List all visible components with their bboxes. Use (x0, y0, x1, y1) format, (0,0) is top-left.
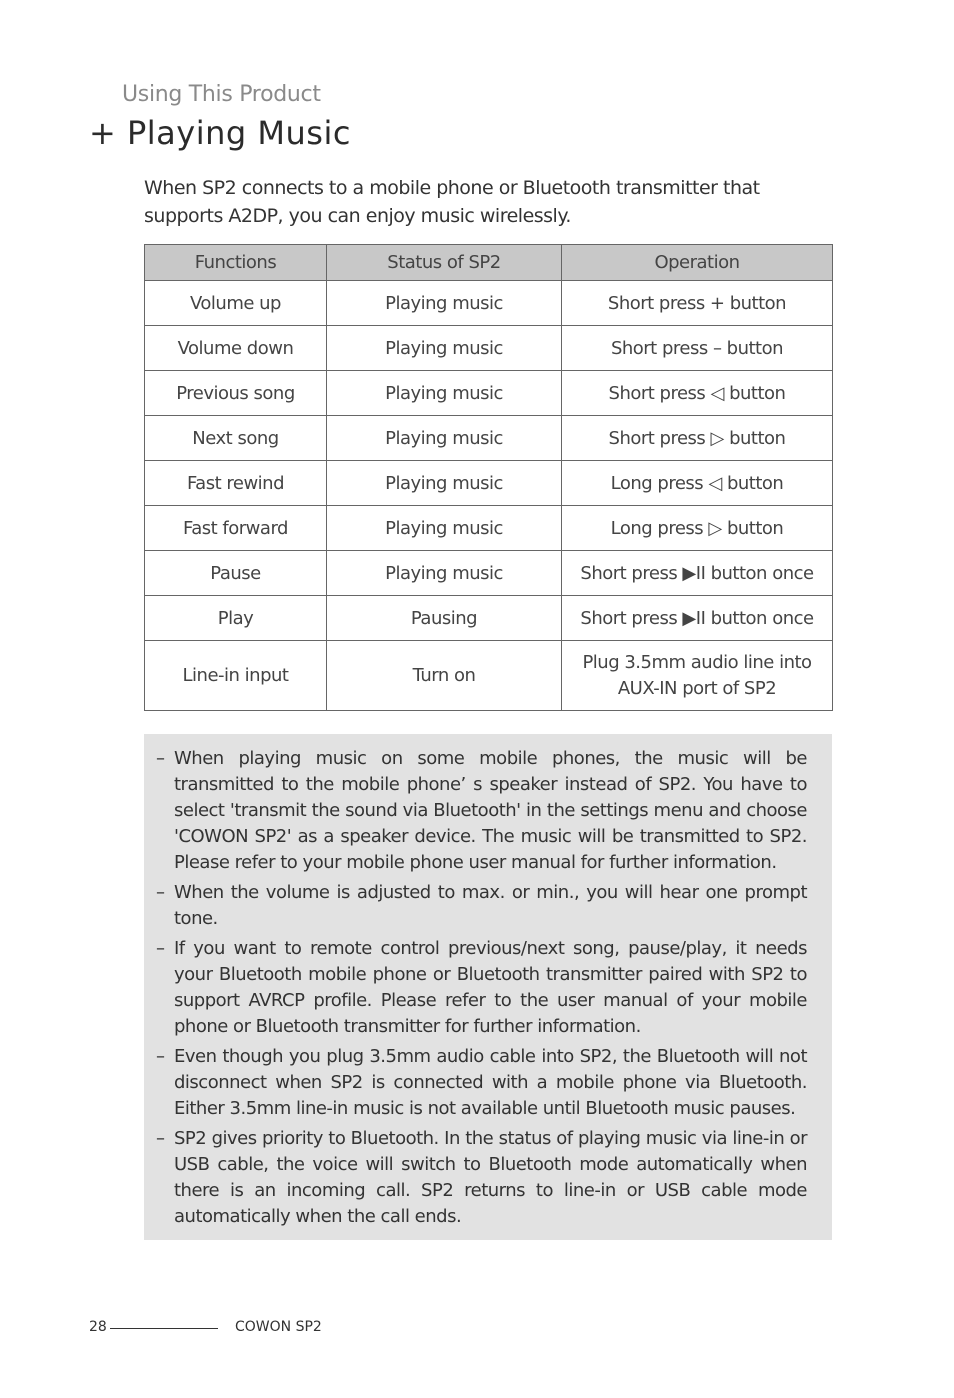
functions-table (144, 244, 833, 711)
header-functions: Functions (145, 245, 327, 281)
cell-operation: Short press ▷ button (562, 416, 833, 461)
section-label: Using This Product (122, 82, 321, 107)
cell-function: Play (145, 596, 327, 641)
table-row (145, 596, 833, 641)
cell-operation: Long press ▷ button (562, 506, 833, 551)
notes-box (144, 734, 832, 1240)
cell-operation: Short press ◁ button (562, 371, 833, 416)
note-text: Even though you plug 3.5mm audio cable into SP2, the Bluetooth will not disconnect when SP2 is connected with a mobile phone via Bluetooth. Either 3.5mm line-in music is not available until Bluetooth music pauses. (174, 1046, 807, 1119)
cell-operation: Long press ◁ button (562, 461, 833, 506)
cell-status: Playing music (327, 326, 562, 371)
footer-divider (110, 1328, 218, 1329)
page-title: + Playing Music (89, 114, 351, 152)
header-operation: Operation (562, 245, 833, 281)
cell-operation: Short press – button (562, 326, 833, 371)
note-text: When the volume is adjusted to max. or min., you will hear one prompt tone. (174, 882, 807, 929)
cell-status: Playing music (327, 371, 562, 416)
note-item (156, 746, 807, 876)
cell-status: Playing music (327, 416, 562, 461)
table-row (145, 326, 833, 371)
intro-paragraph: When SP2 connects to a mobile phone or Bluetooth transmitter that supports A2DP, you can enjoy music wirelessly. (144, 177, 760, 227)
cell-status: Turn on (327, 641, 562, 711)
note-item (156, 1044, 807, 1122)
cell-function: Line-in input (145, 641, 327, 711)
note-dash: – (156, 748, 165, 769)
table-row (145, 506, 833, 551)
note-item (156, 880, 807, 932)
cell-status: Playing music (327, 551, 562, 596)
table-row (145, 416, 833, 461)
cell-function: Pause (145, 551, 327, 596)
note-item (156, 1126, 807, 1230)
table-header-row (145, 245, 833, 281)
note-text: When playing music on some mobile phones, the music will be transmitted to the mobile phone’ s speaker instead of SP2. You have to select 'transmit the sound via Bluetooth' in the settings menu and choose 'COWON SP2' as a speaker device. The music will be transmitted to SP2. Please refer to your mobile phone user manual for further information. (174, 748, 807, 873)
table-row (145, 281, 833, 326)
cell-operation: Plug 3.5mm audio line into AUX-IN port of SP2 (562, 641, 833, 711)
table-row (145, 371, 833, 416)
table-row (145, 641, 833, 711)
cell-function: Next song (145, 416, 327, 461)
header-status: Status of SP2 (327, 245, 562, 281)
cell-function: Fast forward (145, 506, 327, 551)
note-item (156, 936, 807, 1040)
cell-function: Volume down (145, 326, 327, 371)
cell-status: Playing music (327, 461, 562, 506)
cell-status: Pausing (327, 596, 562, 641)
footer-product-name: COWON SP2 (235, 1319, 322, 1335)
cell-function: Fast rewind (145, 461, 327, 506)
table-row (145, 551, 833, 596)
table-row (145, 461, 833, 506)
note-dash: – (156, 1046, 165, 1067)
page-number: 28 (89, 1319, 107, 1335)
note-dash: – (156, 1128, 165, 1149)
cell-operation: Short press + button (562, 281, 833, 326)
cell-status: Playing music (327, 506, 562, 551)
note-text: SP2 gives priority to Bluetooth. In the status of playing music via line-in or USB cable, the voice will switch to Bluetooth mode automatically when there is an incoming call. SP2 returns to line-in or USB cable mode automatically when the call ends. (174, 1128, 807, 1227)
cell-status: Playing music (327, 281, 562, 326)
cell-function: Volume up (145, 281, 327, 326)
note-text: If you want to remote control previous/next song, pause/play, it needs your Bluetooth mobile phone or Bluetooth transmitter paired with SP2 to support AVRCP profile. Please refer to the user manual of your mobile phone or Bluetooth transmitter for further information. (174, 938, 807, 1037)
cell-function: Previous song (145, 371, 327, 416)
cell-operation: Short press ▶II button once (562, 551, 833, 596)
note-dash: – (156, 882, 165, 903)
cell-operation: Short press ▶II button once (562, 596, 833, 641)
note-dash: – (156, 938, 165, 959)
